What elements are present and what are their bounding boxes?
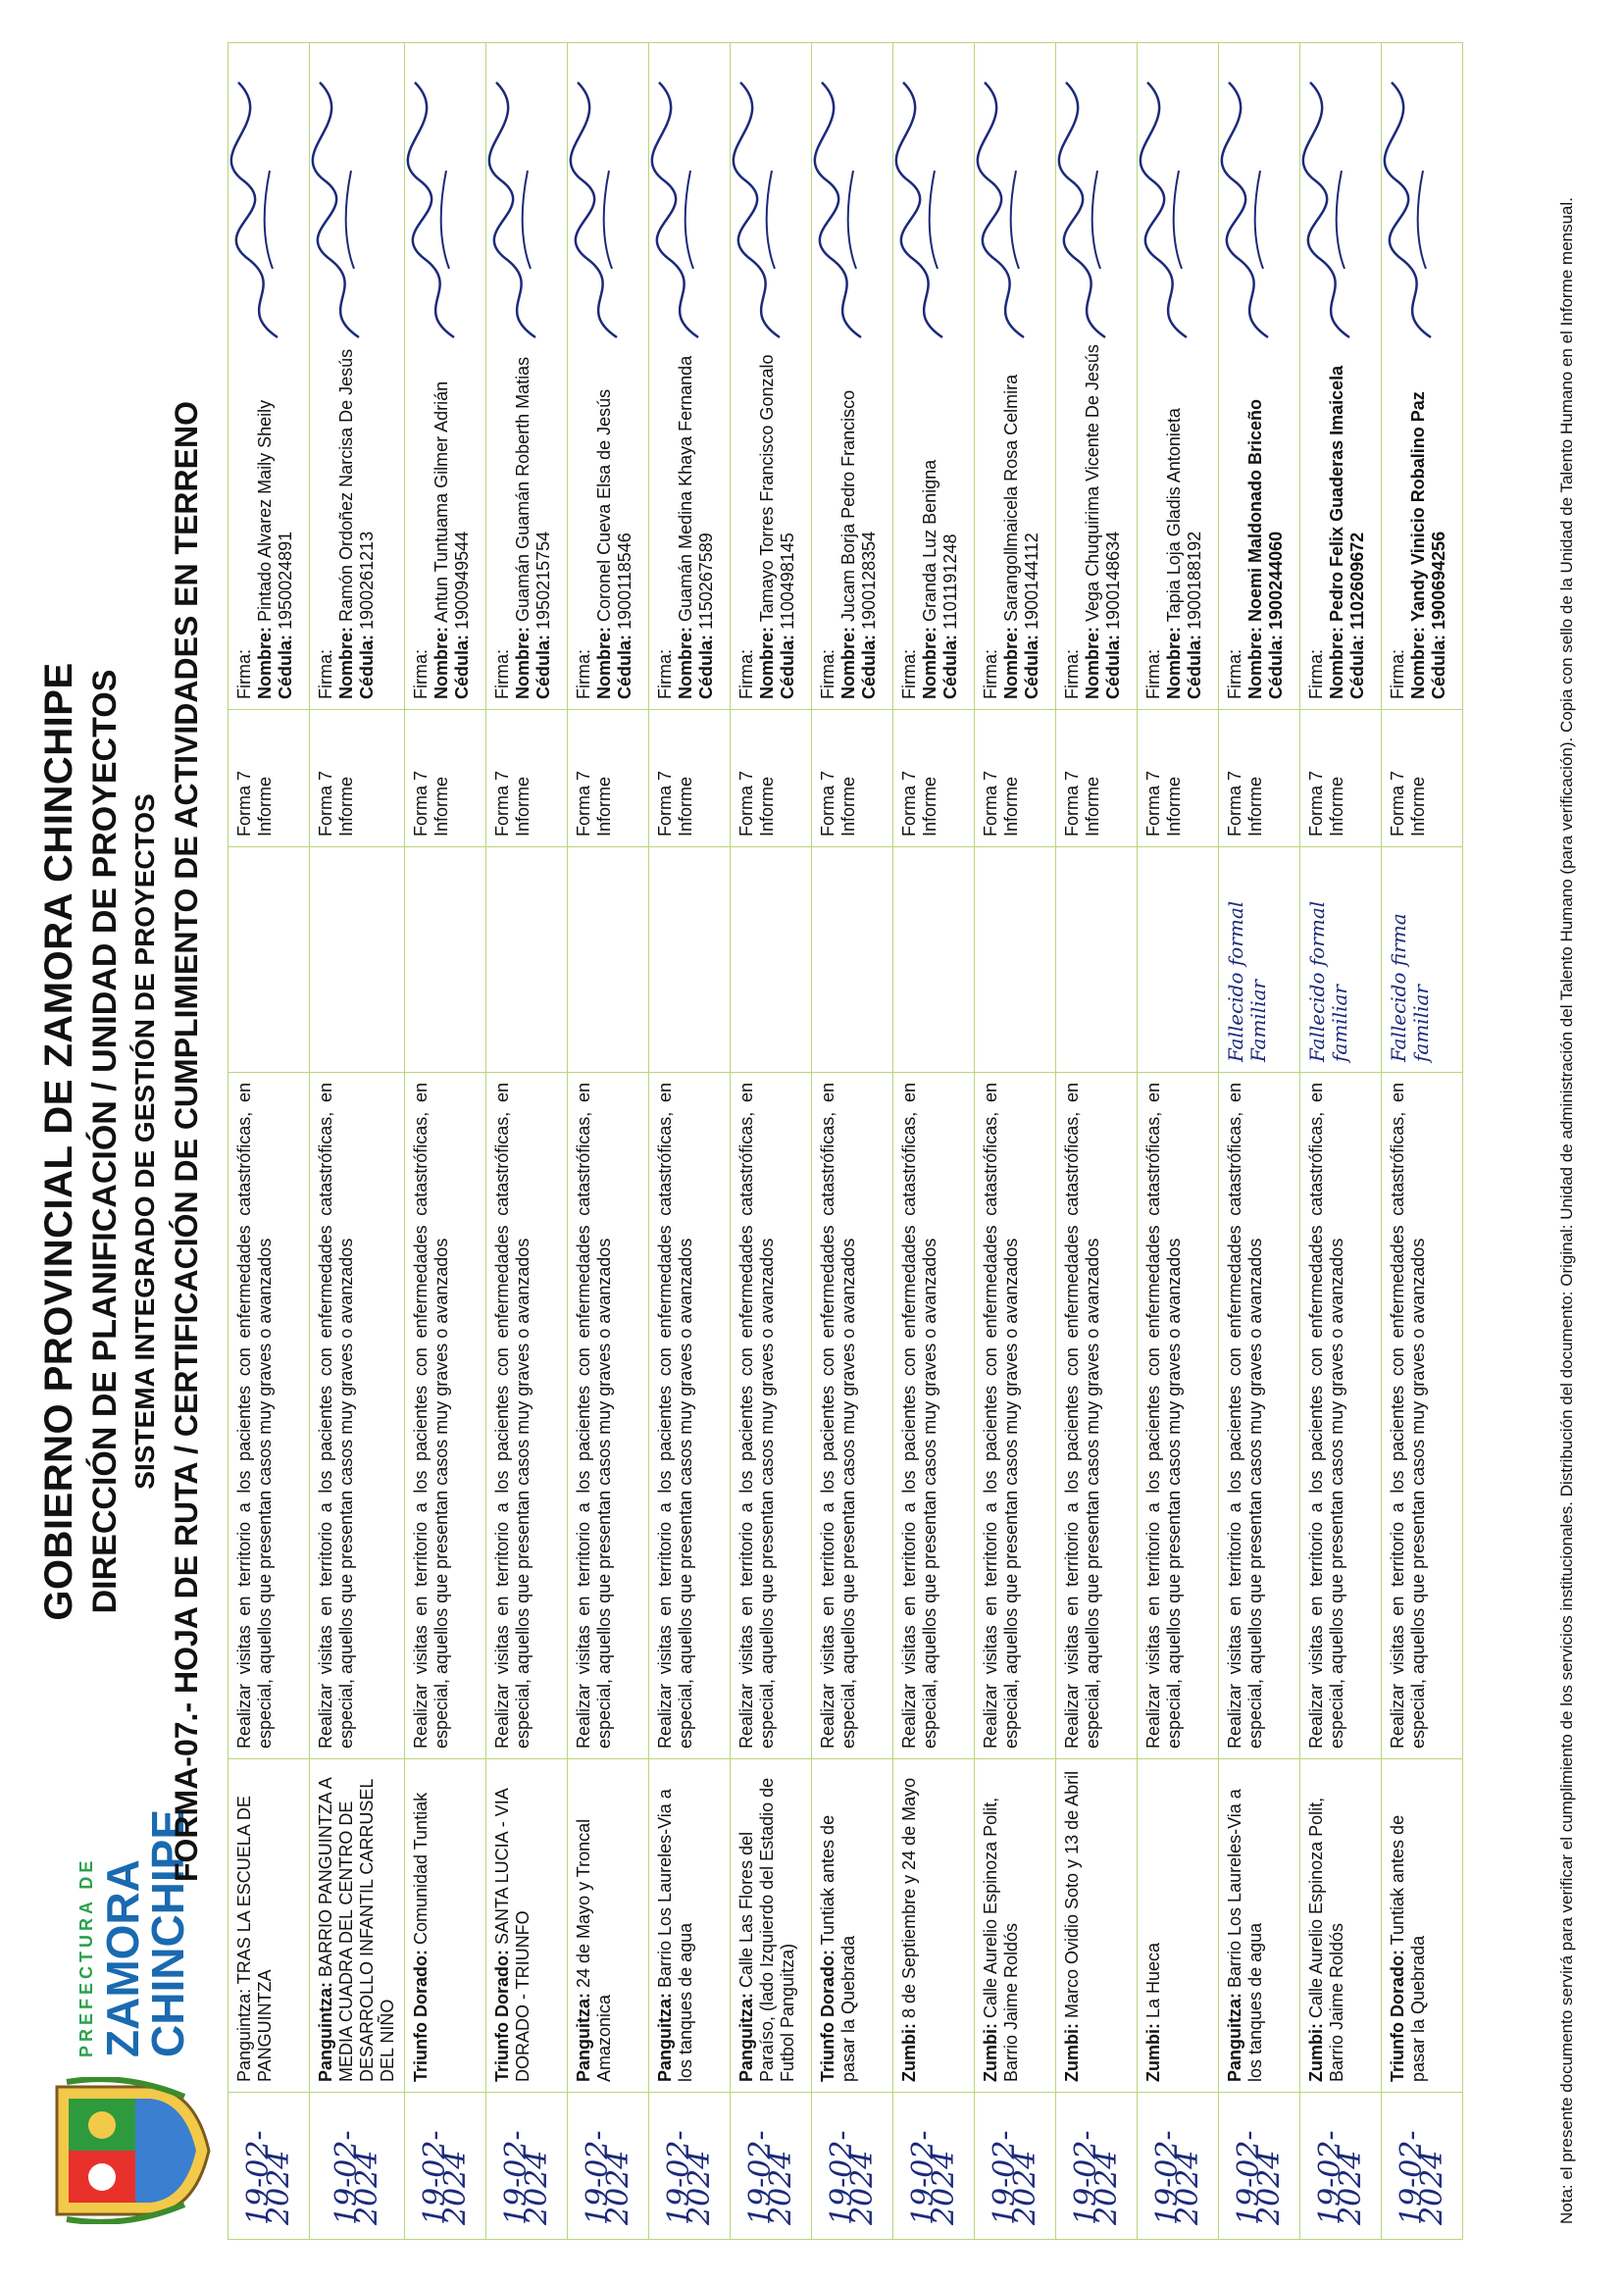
nombre-label: Nombre:: [757, 626, 777, 699]
person-name: Noemi Maldonado Briceño: [1245, 398, 1265, 622]
handwritten-date: 19-02-2024: [743, 2130, 798, 2225]
date-cell: [975, 2093, 1056, 2240]
date-cell: [568, 2093, 649, 2240]
location-detail: Calle Las Flores del Paraíso, (lado Izquierdo del Estadio de Futbol Panguitza): [736, 1777, 797, 2082]
nombre-label: Nombre:: [1083, 626, 1102, 699]
activity-text: Realizar visitas en territorio a los pacientes con enfermedades catastróficas, en especial, aquellos que presentan casos muy graves o avanzados: [316, 1083, 356, 1749]
verification-cell: [228, 710, 310, 847]
person-name: Jucam Borja Pedro Francisco: [838, 389, 858, 622]
verification-cell: [1382, 710, 1463, 847]
location-cell: [1382, 1759, 1463, 2093]
activity-text: Realizar visitas en territorio a los pacientes con enfermedades catastróficas, en especial, aquellos que presentan casos muy graves o avanzados: [1225, 1083, 1265, 1749]
activity-cell: [486, 1073, 568, 1759]
handwritten-note: Fallecido formal Familiar: [1224, 900, 1270, 1062]
table-row: [1382, 43, 1463, 2240]
person-id: 1150267589: [696, 533, 716, 630]
firma-label: Firma:: [1062, 649, 1082, 699]
form-title: FORMA-07.- HOJA DE RUTA / CERTIFICACIÓN DE CUMPLIMIENTO DE ACTIVIDADES EN TERRENO: [169, 401, 204, 1882]
verification-cell: [568, 710, 649, 847]
logo-line2: CHINCHIPE: [142, 1808, 193, 2057]
nombre-label: Nombre:: [1408, 626, 1428, 699]
table-row: [310, 43, 405, 2240]
location-area: Panguintza:: [234, 1988, 254, 2082]
activity-text: Realizar visitas en territorio a los pacientes con enfermedades catastróficas, en especial, aquellos que presentan casos muy graves o avanzados: [234, 1083, 275, 1749]
firma-label: Firma:: [234, 649, 254, 699]
verification-text: Forma 7 Informe: [234, 770, 275, 837]
verification-text: Forma 7 Informe: [736, 770, 777, 837]
route-table: [228, 42, 1463, 2240]
location-area: Triunfo Dorado:: [411, 1950, 431, 2082]
location-detail: TRAS LA ESCUELA DE PANGUINTZA: [234, 1796, 275, 2082]
nombre-label: Nombre:: [920, 626, 939, 699]
observation-cell: [1056, 847, 1138, 1073]
verification-cell: [975, 710, 1056, 847]
date-cell: [731, 2093, 812, 2240]
location-detail: Tuntiak antes de pasar la Quebrada: [1388, 1814, 1428, 2082]
activity-cell: [310, 1073, 405, 1759]
handwritten-date: 19-02-2024: [1395, 2130, 1449, 2225]
person-id: 1900188192: [1185, 531, 1204, 630]
location-detail: Calle Aurelio Espinoza Polit, Barrio Jaime Roldós: [981, 1797, 1021, 2082]
date-cell: [486, 2093, 568, 2240]
observation-cell: [1382, 847, 1463, 1073]
activity-cell: [812, 1073, 893, 1759]
handwritten-date: 19-02-2024: [499, 2130, 554, 2225]
verification-text: Forma 7 Informe: [818, 770, 858, 837]
location-area: Zumbi:: [1062, 2023, 1082, 2082]
date-cell: [1300, 2093, 1382, 2240]
person-id: 1900244060: [1266, 531, 1286, 630]
observation-cell: [1138, 847, 1219, 1073]
firma-label: Firma:: [1388, 649, 1407, 699]
handwritten-date: 19-02-2024: [662, 2130, 717, 2225]
person-id: 1950215754: [533, 531, 553, 630]
location-cell: [405, 1759, 486, 2093]
cedula-label: Cédula:: [1429, 634, 1448, 699]
handwritten-date: 19-02-2024: [906, 2130, 961, 2225]
verification-cell: [649, 710, 731, 847]
nombre-label: Nombre:: [838, 626, 858, 699]
firma-label: Firma:: [492, 649, 512, 699]
person-id: 1101191248: [940, 533, 960, 630]
firma-label: Firma:: [899, 649, 919, 699]
verification-text: Forma 7 Informe: [411, 770, 451, 837]
handwritten-date: 19-02-2024: [241, 2130, 296, 2225]
location-cell: [1300, 1759, 1382, 2093]
nombre-label: Nombre:: [336, 626, 356, 699]
header-line1: GOBIERNO PROVINCIAL DE ZAMORA CHINCHIPE: [37, 662, 80, 1621]
date-cell: [1219, 2093, 1300, 2240]
verification-text: Forma 7 Informe: [655, 770, 695, 837]
observation-cell: [1219, 847, 1300, 1073]
observation-cell: [975, 847, 1056, 1073]
verification-text: Forma 7 Informe: [1062, 770, 1102, 837]
cedula-label: Cédula:: [452, 634, 472, 699]
table-row: [893, 43, 975, 2240]
activity-cell: [893, 1073, 975, 1759]
verification-text: Forma 7 Informe: [1306, 770, 1346, 837]
signature-cell: [405, 43, 486, 710]
logo-small-text: PREFECTURA DE: [76, 1856, 96, 2057]
table-row: [1219, 43, 1300, 2240]
table-row: [1300, 43, 1382, 2240]
location-detail: Marco Ovidio Soto y 13 de Abril: [1062, 1770, 1082, 2023]
person-name: Yandy Vinicio Robalino Paz: [1408, 391, 1428, 622]
cedula-label: Cédula:: [1266, 634, 1286, 699]
activity-text: Realizar visitas en territorio a los pacientes con enfermedades catastróficas, en especial, aquellos que presentan casos muy graves o avanzados: [1388, 1083, 1428, 1749]
activity-text: Realizar visitas en territorio a los pacientes con enfermedades catastróficas, en especial, aquellos que presentan casos muy graves o avanzados: [981, 1083, 1021, 1749]
cedula-label: Cédula:: [859, 634, 879, 699]
activity-text: Realizar visitas en territorio a los pacientes con enfermedades catastróficas, en especial, aquellos que presentan casos muy graves o avanzados: [1143, 1083, 1184, 1749]
handwritten-date: 19-02-2024: [988, 2130, 1042, 2225]
person-name: Ramón Ordoñez Narcisa De Jesús: [336, 348, 356, 622]
date-cell: [649, 2093, 731, 2240]
activity-cell: [975, 1073, 1056, 1759]
person-id: 1900148634: [1103, 531, 1123, 630]
activity-text: Realizar visitas en territorio a los pacientes con enfermedades catastróficas, en especial, aquellos que presentan casos muy graves o avanzados: [411, 1083, 451, 1749]
signature-cell: [649, 43, 731, 710]
location-area: Zumbi:: [1143, 2023, 1163, 2082]
handwritten-date: 19-02-2024: [1313, 2130, 1368, 2225]
person-name: Pintado Alvarez Maily Sheily: [255, 399, 275, 622]
location-area: Panguitza:: [736, 1992, 756, 2082]
location-area: Triunfo Dorado:: [492, 1950, 512, 2082]
observation-cell: [649, 847, 731, 1073]
nombre-label: Nombre:: [1164, 626, 1184, 699]
date-cell: [893, 2093, 975, 2240]
observation-cell: [405, 847, 486, 1073]
person-name: Coronel Cueva Elsa de Jesús: [594, 388, 614, 622]
verification-cell: [1138, 710, 1219, 847]
date-cell: [1056, 2093, 1138, 2240]
handwritten-date: 19-02-2024: [1150, 2130, 1205, 2225]
table-row: [568, 43, 649, 2240]
activity-cell: [1219, 1073, 1300, 1759]
activity-cell: [731, 1073, 812, 1759]
cedula-label: Cédula:: [696, 634, 716, 699]
person-name: Tamayo Torres Francisco Gonzalo: [757, 354, 777, 623]
location-area: Panguintza:: [316, 1982, 335, 2082]
location-cell: [649, 1759, 731, 2093]
activity-text: Realizar visitas en territorio a los pacientes con enfermedades catastróficas, en especial, aquellos que presentan casos muy graves o avanzados: [492, 1083, 533, 1749]
person-name: Pedro Felix Guaderas Imaicela: [1327, 365, 1346, 622]
verification-cell: [405, 710, 486, 847]
nombre-label: Nombre:: [513, 626, 533, 699]
verification-cell: [1056, 710, 1138, 847]
signature-cell: [228, 43, 310, 710]
location-detail: Calle Aurelio Espinoza Polit, Barrio Jaime Roldós: [1306, 1797, 1346, 2082]
observation-cell: [568, 847, 649, 1073]
verification-cell: [1219, 710, 1300, 847]
location-area: Zumbi:: [1306, 2023, 1326, 2082]
location-detail: Tuntiak antes de pasar la Quebrada: [818, 1814, 858, 2082]
firma-label: Firma:: [1143, 649, 1163, 699]
location-cell: [1138, 1759, 1219, 2093]
nombre-label: Nombre:: [1327, 626, 1346, 699]
table-row: [486, 43, 568, 2240]
signature-cell: [1219, 43, 1300, 710]
location-area: Zumbi:: [899, 2023, 919, 2082]
location-cell: [310, 1759, 405, 2093]
observation-cell: [1300, 847, 1382, 1073]
cedula-label: Cédula:: [615, 634, 634, 699]
table-row: [228, 43, 310, 2240]
location-cell: [731, 1759, 812, 2093]
header-line3: SISTEMA INTEGRADO DE GESTIÓN DE PROYECTOS: [129, 793, 160, 1490]
handwritten-note: Fallecido firma familiar: [1387, 913, 1433, 1062]
verification-cell: [486, 710, 568, 847]
date-cell: [228, 2093, 310, 2240]
signature-cell: [1138, 43, 1219, 710]
verification-text: Forma 7 Informe: [1143, 770, 1184, 837]
cedula-label: Cédula:: [1103, 634, 1123, 699]
location-area: Panguitza:: [655, 1992, 675, 2082]
signature-cell: [731, 43, 812, 710]
activity-text: Realizar visitas en territorio a los pacientes con enfermedades catastróficas, en especial, aquellos que presentan casos muy graves o avanzados: [1306, 1083, 1346, 1749]
handwritten-date: 19-02-2024: [825, 2130, 880, 2225]
handwritten-date: 19-02-2024: [1069, 2130, 1124, 2225]
activity-text: Realizar visitas en territorio a los pacientes con enfermedades catastróficas, en especial, aquellos que presentan casos muy graves o avanzados: [1062, 1083, 1102, 1749]
signature-cell: [568, 43, 649, 710]
nombre-label: Nombre:: [1001, 626, 1021, 699]
location-detail: Barrio Los Laureles-Via a los tanques de agua: [655, 1789, 695, 2082]
person-name: Guamán Guamán Roberth Matias: [513, 356, 533, 622]
location-detail: La Hueca: [1143, 1942, 1163, 2023]
location-detail: Comunidad Tuntiak: [411, 1792, 431, 1951]
location-cell: [1219, 1759, 1300, 2093]
table-row: [731, 43, 812, 2240]
date-cell: [812, 2093, 893, 2240]
person-name: Granda Luz Benigna: [920, 459, 939, 622]
table-row: [975, 43, 1056, 2240]
person-id: 1900118546: [615, 533, 634, 630]
signature-cell: [310, 43, 405, 710]
table-row: [1138, 43, 1219, 2240]
verification-cell: [1300, 710, 1382, 847]
location-area: Panguitza:: [574, 1992, 593, 2082]
person-id: 1900261213: [357, 531, 377, 630]
table-row: [405, 43, 486, 2240]
firma-label: Firma:: [316, 649, 335, 699]
person-id: 1102609672: [1347, 532, 1367, 630]
signature-cell: [486, 43, 568, 710]
location-detail: SANTA LUCIA - VIA DORADO - TRIUNFO: [492, 1789, 533, 2082]
verification-cell: [812, 710, 893, 847]
cedula-label: Cédula:: [276, 634, 295, 699]
handwritten-date: 19-02-2024: [581, 2130, 635, 2225]
activity-text: Realizar visitas en territorio a los pacientes con enfermedades catastróficas, en especial, aquellos que presentan casos muy graves o avanzados: [655, 1083, 695, 1749]
date-cell: [1382, 2093, 1463, 2240]
signature-cell: [893, 43, 975, 710]
activity-cell: [1138, 1073, 1219, 1759]
cedula-label: Cédula:: [357, 634, 377, 699]
cedula-label: Cédula:: [533, 634, 553, 699]
activity-text: Realizar visitas en territorio a los pacientes con enfermedades catastróficas, en especial, aquellos que presentan casos muy graves o avanzados: [736, 1083, 777, 1749]
nombre-label: Nombre:: [594, 626, 614, 699]
verification-text: Forma 7 Informe: [981, 770, 1021, 837]
person-name: Vega Chuquirima Vicente De Jesús: [1083, 344, 1102, 622]
signature-cell: [975, 43, 1056, 710]
observation-cell: [310, 847, 405, 1073]
table-row: [812, 43, 893, 2240]
activity-cell: [1382, 1073, 1463, 1759]
verification-text: Forma 7 Informe: [1388, 770, 1428, 837]
nombre-label: Nombre:: [255, 626, 275, 699]
firma-label: Firma:: [574, 649, 593, 699]
cedula-label: Cédula:: [1185, 634, 1204, 699]
activity-cell: [405, 1073, 486, 1759]
cedula-label: Cédula:: [1347, 634, 1367, 699]
date-cell: [405, 2093, 486, 2240]
logo-line1: ZAMORA: [97, 1859, 148, 2057]
cedula-label: Cédula:: [1022, 634, 1041, 699]
nombre-label: Nombre:: [431, 626, 451, 699]
activity-text: Realizar visitas en territorio a los pacientes con enfermedades catastróficas, en especial, aquellos que presentan casos muy graves o avanzados: [899, 1083, 939, 1749]
handwritten-date: 19-02-2024: [418, 2130, 473, 2225]
location-detail: BARRIO PANGUINTZA A MEDIA CUADRA DEL CENTRO DE DESARROLLO INFANTIL CARRUSEL DEL NIÑO: [316, 1778, 397, 2082]
person-id: 1100498145: [778, 533, 797, 630]
nombre-label: Nombre:: [676, 626, 695, 699]
cedula-label: Cédula:: [940, 634, 960, 699]
person-id: 1900144112: [1022, 533, 1041, 630]
location-cell: [975, 1759, 1056, 2093]
person-name: Sarangollmaicela Rosa Celmira: [1001, 374, 1021, 622]
verification-text: Forma 7 Informe: [316, 770, 356, 837]
observation-cell: [731, 847, 812, 1073]
handwritten-note: Fallecido formal familiar: [1305, 900, 1351, 1062]
firma-label: Firma:: [736, 649, 756, 699]
date-cell: [310, 2093, 405, 2240]
footnote: Nota: el presente documento servirá para verificar el cumplimiento de los servicios institucionales. Distribución del documento: Original: Unidad de administración del Talento Humano (para verificación). Copia con sello de la Unidad de Talento Humano en el Informe mensual.: [1557, 197, 1576, 2224]
activity-cell: [1300, 1073, 1382, 1759]
activity-text: Realizar visitas en territorio a los pacientes con enfermedades catastróficas, en especial, aquellos que presentan casos muy graves o avanzados: [818, 1083, 858, 1749]
firma-label: Firma:: [818, 649, 837, 699]
location-area: Panguitza:: [1225, 1992, 1244, 2082]
observation-cell: [812, 847, 893, 1073]
location-detail: 24 de Mayo y Troncal Amazonica: [574, 1818, 614, 2082]
verification-cell: [731, 710, 812, 847]
person-id: 1900694256: [1429, 531, 1448, 630]
observation-cell: [893, 847, 975, 1073]
handwritten-date: 19-02-2024: [330, 2130, 384, 2225]
location-area: Zumbi:: [981, 2023, 1000, 2082]
location-cell: [1056, 1759, 1138, 2093]
activity-cell: [1056, 1073, 1138, 1759]
person-name: Tapia Loja Gladis Antonieta: [1164, 408, 1184, 623]
location-cell: [812, 1759, 893, 2093]
firma-label: Firma:: [1225, 649, 1244, 699]
observation-cell: [228, 847, 310, 1073]
verification-text: Forma 7 Informe: [899, 770, 939, 837]
handwritten-date: 19-02-2024: [1232, 2130, 1287, 2225]
verification-text: Forma 7 Informe: [492, 770, 533, 837]
header-line2: DIRECCIÓN DE PLANIFICACIÓN / UNIDAD DE PROYECTOS: [86, 669, 124, 1614]
table-row: [1056, 43, 1138, 2240]
location-detail: 8 de Septiembre y 24 de Mayo: [899, 1777, 919, 2023]
signature-cell: [1300, 43, 1382, 710]
firma-label: Firma:: [655, 649, 675, 699]
activity-text: Realizar visitas en territorio a los pacientes con enfermedades catastróficas, en especial, aquellos que presentan casos muy graves o avanzados: [574, 1083, 614, 1749]
nombre-label: Nombre:: [1245, 626, 1265, 699]
activity-cell: [649, 1073, 731, 1759]
location-cell: [486, 1759, 568, 2093]
person-id: 1950024891: [276, 531, 295, 630]
person-id: 1900128354: [859, 531, 879, 630]
person-name: Antun Tuntuama Gilmer Adrián: [431, 380, 451, 623]
person-id: 1900949544: [452, 531, 472, 630]
activity-cell: [568, 1073, 649, 1759]
firma-label: Firma:: [411, 649, 431, 699]
verification-text: Forma 7 Informe: [1225, 770, 1265, 837]
signature-cell: [1382, 43, 1463, 710]
activity-cell: [228, 1073, 310, 1759]
table-row: [649, 43, 731, 2240]
observation-cell: [486, 847, 568, 1073]
location-area: Triunfo Dorado:: [1388, 1950, 1407, 2082]
location-area: Triunfo Dorado:: [818, 1950, 837, 2082]
location-cell: [893, 1759, 975, 2093]
signature-cell: [812, 43, 893, 710]
verification-cell: [310, 710, 405, 847]
date-cell: [1138, 2093, 1219, 2240]
firma-label: Firma:: [981, 649, 1000, 699]
verification-text: Forma 7 Informe: [574, 770, 614, 837]
verification-cell: [893, 710, 975, 847]
location-cell: [568, 1759, 649, 2093]
firma-label: Firma:: [1306, 649, 1326, 699]
location-cell: [228, 1759, 310, 2093]
signature-cell: [1056, 43, 1138, 710]
person-name: Guamán Medina Khaya Fernanda: [676, 355, 695, 622]
cedula-label: Cédula:: [778, 634, 797, 699]
location-detail: Barrio Los Laureles-Via a los tanques de agua: [1225, 1789, 1265, 2082]
